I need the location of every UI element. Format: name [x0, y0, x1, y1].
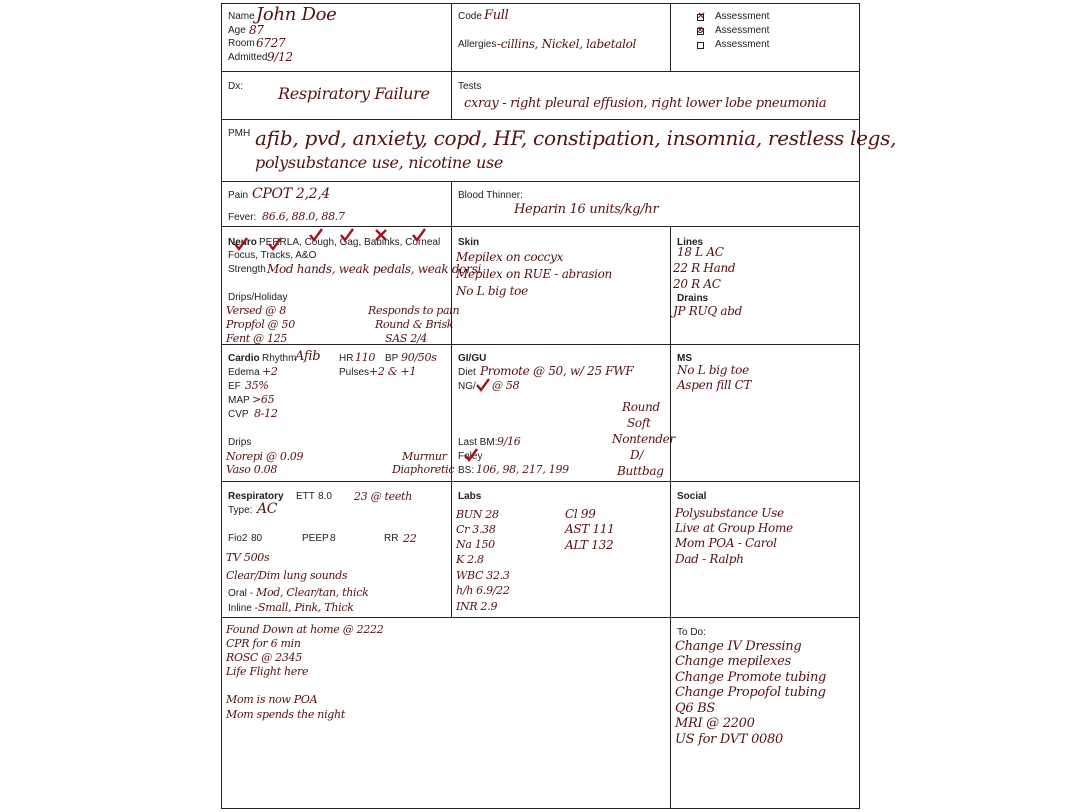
- cvp-value: 8-12: [254, 407, 278, 420]
- gigu-title: GI/GU: [458, 353, 487, 364]
- tests-label: Tests: [458, 81, 482, 92]
- check-icon: [234, 237, 248, 251]
- neuro-drip-1: Versed @ 8: [226, 304, 286, 317]
- ng-label: NG/: [458, 381, 476, 392]
- ett-label: ETT: [296, 491, 315, 502]
- lab-k: K 2.8: [456, 553, 484, 566]
- bs-value: 106, 98, 217, 199: [476, 463, 569, 476]
- check-icon: [464, 448, 478, 462]
- cvp-label: CVP: [228, 409, 249, 420]
- lab-bun: BUN 28: [456, 508, 499, 521]
- name-value: John Doe: [256, 4, 337, 25]
- respiratory-title: Respiratory: [228, 491, 284, 502]
- inline-label: Inline -: [228, 603, 259, 614]
- skin-title: Skin: [458, 237, 480, 248]
- allergies-label: Allergies: [458, 39, 497, 50]
- ett-value: 8.0: [318, 491, 332, 502]
- skin-line-1: Mepilex on coccyx: [456, 250, 564, 264]
- fio2-label: Fio2: [228, 533, 248, 544]
- note-line-7: Mom spends the night: [226, 708, 345, 721]
- todo-item-4: Change Propofol tubing: [675, 685, 826, 700]
- hr-value: 110: [355, 351, 376, 364]
- cardio-cell: [222, 344, 455, 481]
- note-line-3: ROSC @ 2345: [226, 651, 302, 664]
- note-line-1: Found Down at home @ 2222: [226, 623, 384, 636]
- lines-item-1: 18 L AC: [677, 245, 724, 259]
- dx-cell: [222, 71, 451, 119]
- lab-alt: ALT 132: [565, 538, 614, 552]
- respiratory-cell: [222, 481, 451, 617]
- check-icon: [340, 228, 354, 242]
- check-icon: [268, 237, 282, 251]
- social-line-3: Mom POA - Carol: [675, 536, 777, 550]
- todo-item-3: Change Promote tubing: [675, 670, 827, 685]
- note-line-2: CPR for 6 min: [226, 637, 301, 650]
- abd-line-1: Round: [622, 400, 660, 414]
- ng-value: @ 58: [492, 379, 520, 392]
- age-value: 87: [249, 23, 264, 37]
- fio2-value: 80: [251, 533, 263, 544]
- type-label: Type:: [228, 505, 253, 516]
- ms-line-2: Aspen fill CT: [677, 378, 752, 392]
- oral-value: Mod, Clear/tan, thick: [256, 586, 369, 599]
- room-value: 6727: [256, 36, 286, 50]
- edema-label: Edema: [228, 367, 260, 378]
- dx-value: Respiratory Failure: [278, 84, 430, 103]
- lab-ast: AST 111: [565, 522, 615, 536]
- drips-holiday-label: Drips/Holiday: [228, 292, 288, 303]
- map-label: MAP: [228, 395, 250, 406]
- cardio-title: Cardio: [228, 353, 260, 364]
- blood-thinner-cell: [451, 181, 859, 226]
- neuro-note-3: SAS 2/4: [385, 332, 428, 345]
- pulses-value: +2 & +1: [369, 365, 417, 378]
- edema-value: +2: [262, 365, 278, 378]
- social-line-1: Polysubstance Use: [675, 506, 784, 520]
- gigu-cell: [451, 344, 675, 481]
- lastbm-label: Last BM:: [458, 437, 498, 448]
- neuro-checks-text: PERRLA, Cough, Gag, Babinks, Corneal: [259, 237, 441, 248]
- lab-wbc: WBC 32.3: [456, 569, 510, 582]
- social-line-2: Live at Group Home: [675, 521, 793, 535]
- strength-label: Strength: [228, 264, 266, 275]
- assessment-checkbox-3[interactable]: [697, 42, 704, 49]
- tests-cell: [451, 71, 859, 119]
- map-value: >65: [252, 393, 275, 406]
- type-value: AC: [257, 501, 278, 517]
- rhythm-label: Rhythm: [262, 353, 297, 364]
- pain-cell: [222, 181, 451, 226]
- bp-value: 90/50s: [401, 351, 437, 364]
- todo-item-1: Change IV Dressing: [675, 639, 802, 654]
- assessment-mark-2: ⊗: [696, 25, 705, 36]
- skin-line-2: Mepilex on RUE - abrasion: [456, 267, 612, 281]
- bp-label: BP: [385, 353, 399, 364]
- code-label: Code: [458, 11, 482, 22]
- note-line-6: Mom is now POA: [226, 693, 318, 706]
- neuro-drip-2: Propfol @ 50: [226, 318, 295, 331]
- skin-cell: [451, 226, 670, 344]
- assessment-label-3: Assessment: [715, 39, 770, 50]
- pain-label: Pain: [228, 190, 249, 201]
- social-cell: [670, 481, 859, 617]
- diet-label: Diet: [458, 367, 476, 378]
- dx-label: Dx:: [228, 81, 243, 92]
- peep-value: 8: [330, 533, 336, 544]
- diet-value: Promote @ 50, w/ 25 FWF: [480, 364, 634, 378]
- cardio-note-1: Murmur: [402, 450, 447, 463]
- lab-inr: INR 2.9: [456, 600, 498, 613]
- labs-title: Labs: [458, 491, 482, 502]
- ms-cell: [670, 344, 859, 481]
- patient-info-cell: [222, 4, 451, 71]
- lines-item-2: 22 R Hand: [673, 261, 736, 275]
- todo-item-2: Change mepilexes: [675, 654, 791, 669]
- ms-title: MS: [677, 353, 692, 364]
- lab-na: Na 150: [456, 538, 495, 551]
- todo-cell: [670, 617, 859, 808]
- inline-value: Small, Pink, Thick: [258, 601, 354, 614]
- lines-item-3: 20 R AC: [673, 277, 721, 291]
- lab-cr: Cr 3.38: [456, 523, 496, 536]
- notes-cell: [222, 617, 670, 808]
- lab-hh: h/h 6.9/22: [456, 584, 510, 597]
- cardio-drip-2: Vaso 0.08: [226, 463, 278, 476]
- nursing-report-sheet: [221, 3, 897, 809]
- blood-thinner-label: Blood Thinner:: [458, 190, 523, 201]
- cardio-drip-1: Norepi @ 0.09: [226, 450, 304, 463]
- fever-value: 86.6, 88.0, 88.7: [262, 210, 345, 223]
- code-allergy-cell: [451, 4, 670, 71]
- assessment-cell: [670, 4, 859, 71]
- rr-label: RR: [384, 533, 399, 544]
- assessment-label-2: Assessment: [715, 25, 770, 36]
- cardio-note-2: Diaphoretic: [392, 463, 455, 476]
- tv-value: TV 500s: [226, 551, 270, 564]
- lines-title: Lines: [677, 237, 704, 248]
- ef-label: EF: [228, 381, 241, 392]
- pulses-label: Pulses: [339, 367, 370, 378]
- pmh-line-1: afib, pvd, anxiety, copd, HF, constipation, insomnia, restless legs,: [255, 126, 897, 150]
- blood-thinner-value: Heparin 16 units/kg/hr: [514, 202, 659, 217]
- peep-label: PEEP: [302, 533, 329, 544]
- social-line-4: Dad - Ralph: [675, 552, 744, 566]
- ef-value: 35%: [245, 379, 269, 392]
- x-mark-icon: [374, 228, 388, 242]
- neuro-title: Neuro: [228, 237, 257, 248]
- todo-item-5: Q6 BS: [675, 701, 716, 716]
- bs-label: BS:: [458, 465, 475, 476]
- assessment-label-1: Assessment: [715, 11, 770, 22]
- rhythm-value: Afib: [295, 349, 321, 364]
- pain-value: CPOT 2,2,4: [252, 186, 331, 202]
- code-value: Full: [484, 8, 509, 23]
- todo-item-7: US for DVT 0080: [675, 732, 783, 747]
- social-title: Social: [677, 491, 707, 502]
- neuro-drip-3: Fent @ 125: [226, 332, 288, 345]
- pmh-line-2: polysubstance use, nicotine use: [255, 153, 504, 172]
- ms-line-1: No L big toe: [677, 363, 749, 377]
- check-icon: [309, 228, 323, 242]
- lastbm-value: 9/16: [497, 435, 521, 448]
- fever-label: Fever:: [228, 212, 257, 223]
- neuro-note-2: Round & Brisk: [375, 318, 454, 331]
- pmh-cell: [222, 119, 897, 181]
- admitted-label: Admitted: [228, 52, 268, 63]
- name-label: Name: [228, 11, 255, 22]
- foley-label: Foley: [458, 451, 483, 462]
- lab-cl: Cl 99: [565, 507, 596, 521]
- admitted-value: 9/12: [267, 50, 293, 64]
- assessment-mark-1: ✕: [696, 11, 705, 22]
- drains-item-1: JP RUQ abd: [673, 304, 743, 318]
- drains-title: Drains: [677, 293, 709, 304]
- todo-item-6: MRI @ 2200: [675, 716, 755, 731]
- check-icon: [412, 228, 426, 242]
- neuro-note-1: Responds to pain: [368, 304, 460, 317]
- abd-line-2: Soft: [627, 416, 651, 430]
- neuro-focus-text: Focus, Tracks, A&O: [228, 250, 317, 261]
- skin-line-3: No L big toe: [456, 284, 528, 298]
- tests-value: cxray - right pleural effusion, right lower lobe pneumonia: [464, 96, 827, 111]
- lung-sounds: Clear/Dim lung sounds: [226, 569, 348, 582]
- age-label: Age: [228, 25, 246, 36]
- labs-cell: [451, 481, 670, 617]
- todo-title: To Do:: [677, 627, 706, 638]
- hr-label: HR: [339, 353, 354, 364]
- lines-cell: [670, 226, 859, 344]
- pmh-label: PMH: [228, 128, 251, 139]
- allergies-value: -cillins, Nickel, labetalol: [497, 37, 637, 51]
- strength-value: Mod hands, weak pedals, weak dorsi: [267, 262, 481, 276]
- check-icon: [476, 378, 490, 392]
- rr-value: 22: [403, 532, 417, 545]
- cardio-drips-label: Drips: [228, 437, 252, 448]
- abd-line-5: Buttbag: [617, 464, 664, 478]
- ett-extra: 23 @ teeth: [354, 490, 412, 503]
- note-line-4: Life Flight here: [226, 665, 309, 678]
- oral-label: Oral -: [228, 588, 253, 599]
- abd-line-3: Nontender: [612, 432, 675, 446]
- abd-line-4: D/: [630, 448, 644, 462]
- room-label: Room: [228, 38, 255, 49]
